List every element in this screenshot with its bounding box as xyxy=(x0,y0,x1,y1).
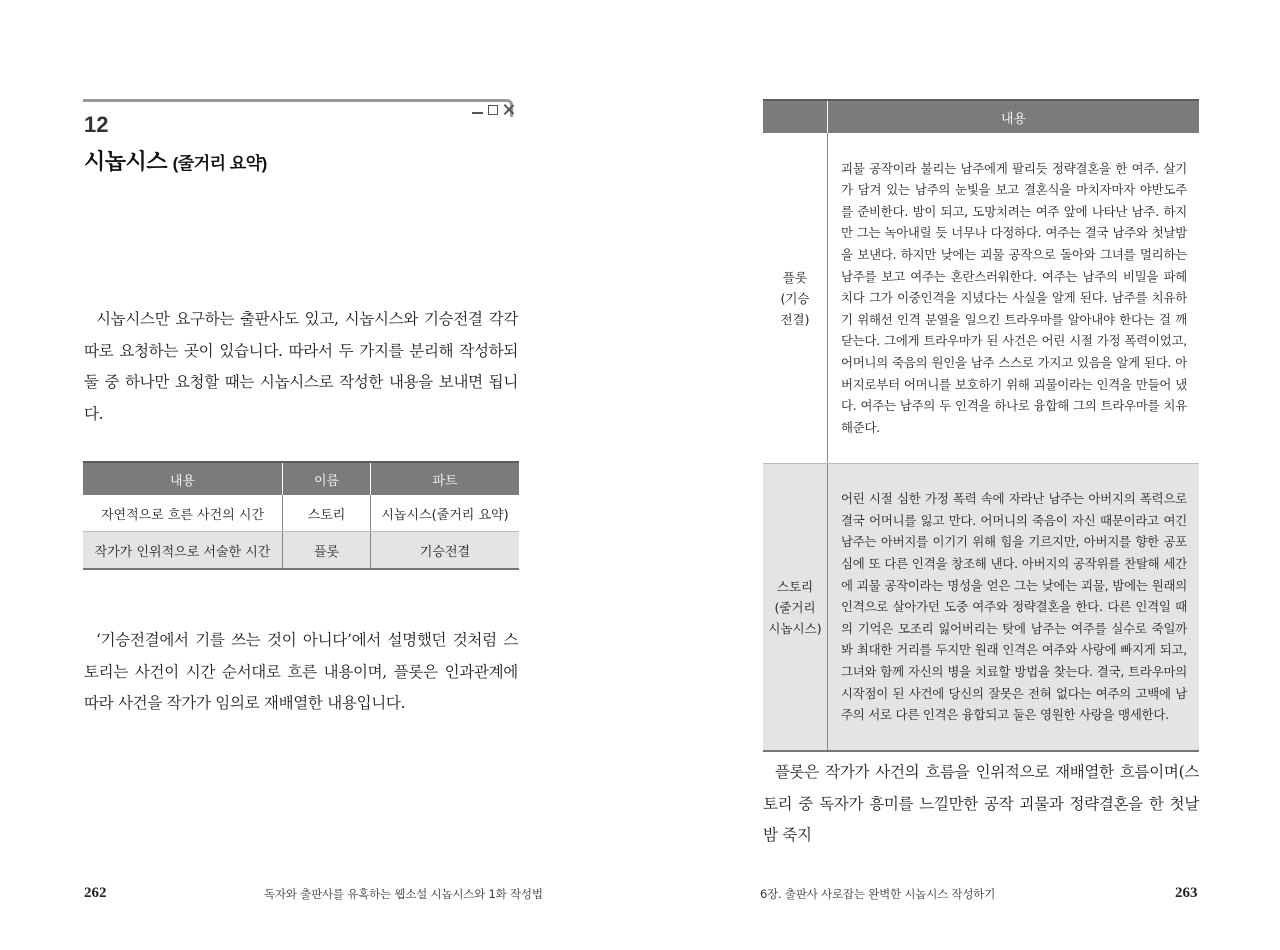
table-header-cell: 내용 xyxy=(828,100,1200,133)
table-row xyxy=(763,133,1199,464)
minimize-icon xyxy=(472,104,483,115)
table-header-cell: 이름 xyxy=(283,462,371,495)
body-paragraph-2: ‘기승전결에서 기를 쓰는 것이 아니다’에서 설명했던 것처럼 스토리는 사건이 시간 순서대로 흐른 내용이며, 플롯은 인과관계에 따라 사건을 작가가 임의로 재배열한 내용입니다. xyxy=(84,631,518,712)
row-label: 스토리 (줄거리 시놉시스) xyxy=(763,464,828,752)
row-text: 어린 시절 심한 가정 폭력 속에 자라난 남주는 아버지의 폭력으로 결국 어머니를 잃고 만다. 어머니의 죽음이 자신 때문이라고 여긴 남주는 아버지를 이기기 위해 힘을 기르지만, 아버지를 향한 공포심에 또 다른 인격을 창조해 낸다. 아버지의 공작위를 찬탈해 세간에 괴물 공작이라는 명성을 얻은 그는 낮에는 괴물, 밤에는 원래의 인격으로 살아가던 도중 여주와 정략결혼을 한다. 다른 인격일 때의 기억은 모조리 잃어버리는 탓에 남주는 여주를 실수로 죽일까 봐 최대한 거리를 두지만 원래 인격은 여주와 사랑에 빠지게 되고, 그녀와 함께 자신의 병을 치료할 방법을 찾는다. 결국, 트라우마의 시작점이 된 사건에 당신의 잘못은 전혀 없다는 여주의 고백에 남주의 서로 다른 인격은 융합되고 둘은 영원한 사랑을 맹세한다. xyxy=(828,464,1200,752)
table-row xyxy=(83,495,519,532)
table-row xyxy=(763,464,1199,752)
story-plot-table xyxy=(83,461,519,570)
table-cell: 작가가 인위적으로 서술한 시간 xyxy=(83,532,283,570)
running-title: 독자와 출판사를 유혹하는 웹소설 시놉시스와 1화 작성법 xyxy=(264,887,543,901)
maximize-icon xyxy=(488,105,498,115)
right-page xyxy=(640,0,1280,950)
synopsis-example-table xyxy=(763,99,1199,752)
table-header-cell: 내용 xyxy=(83,462,283,495)
chapter-title xyxy=(84,145,267,176)
chapter-title-main: 시놉시스 xyxy=(84,149,168,174)
table-cell: 스토리 xyxy=(283,495,371,532)
body-paragraph-3: 플롯은 작가가 사건의 흐름을 인위적으로 재배열한 흐름이며(스토리 중 독자가 흥미를 느낄만한 공작 괴물과 정략결혼을 한 첫날 밤 죽지 xyxy=(763,763,1199,844)
table-row xyxy=(83,532,519,570)
table-cell: 자연적으로 흐른 사건의 시간 xyxy=(83,495,283,532)
chapter-window-frame xyxy=(83,99,513,117)
body-paragraph-1: 시놉시스만 요구하는 출판사도 있고, 시놉시스와 기승전결 각각 따로 요청하는 곳이 있습니다. 따라서 두 가지를 분리해 작성하되 둘 중 하나만 요청할 때는 시놉시스로 작성한 내용을 보내면 됩니다. xyxy=(84,310,518,423)
table-header-row xyxy=(763,100,1199,133)
row-label: 플롯 (기승 전결) xyxy=(763,133,828,464)
chapter-title-sub: (줄거리 요약) xyxy=(172,154,267,173)
table-cell: 플롯 xyxy=(283,532,371,570)
table-header-cell: 파트 xyxy=(371,462,520,495)
table-cell: 시놉시스(줄거리 요약) xyxy=(371,495,520,532)
table-header-row xyxy=(83,462,519,495)
window-controls xyxy=(472,104,514,115)
table-cell: 기승전결 xyxy=(371,532,520,570)
page-number: 263 xyxy=(1175,885,1198,901)
close-icon xyxy=(503,104,514,115)
chapter-number: 12 xyxy=(84,112,109,137)
page-number: 262 xyxy=(84,885,107,901)
row-text: 괴물 공작이라 불리는 남주에게 팔리듯 정략결혼을 한 여주. 살기가 담겨 있는 남주의 눈빛을 보고 결혼식을 마치자마자 야반도주를 준비한다. 밤이 되고, 도망치려는 여주 앞에 나타난 남주. 하지만 그는 녹아내릴 듯 너무나 다정하다. 여주는 결국 남주와 첫날밤을 보낸다. 하지만 낮에는 괴물 공작으로 돌아와 그녀를 멀리하는 남주를 보고 여주는 혼란스러워한다. 여주는 남주의 비밀을 파헤치다 그가 이중인격을 지녔다는 사실을 알게 된다. 남주를 치유하기 위해선 인격 분열을 일으킨 트라우마를 알아내야 한다는 걸 깨닫는다. 그에게 트라우마가 된 사건은 어린 시절 가정 폭력이었고, 어머니의 죽음의 원인을 남주 스스로 가지고 있음을 알게 된다. 아버지로부터 어머니를 보호하기 위해 괴물이라는 인격을 만들어 냈다. 여주는 남주의 두 인격을 하나로 융합해 그의 트라우마를 치유해준다. xyxy=(828,133,1200,464)
table-header-cell xyxy=(763,100,828,133)
running-title: 6장. 출판사 사로잡는 완벽한 시놉시스 작성하기 xyxy=(760,887,996,901)
